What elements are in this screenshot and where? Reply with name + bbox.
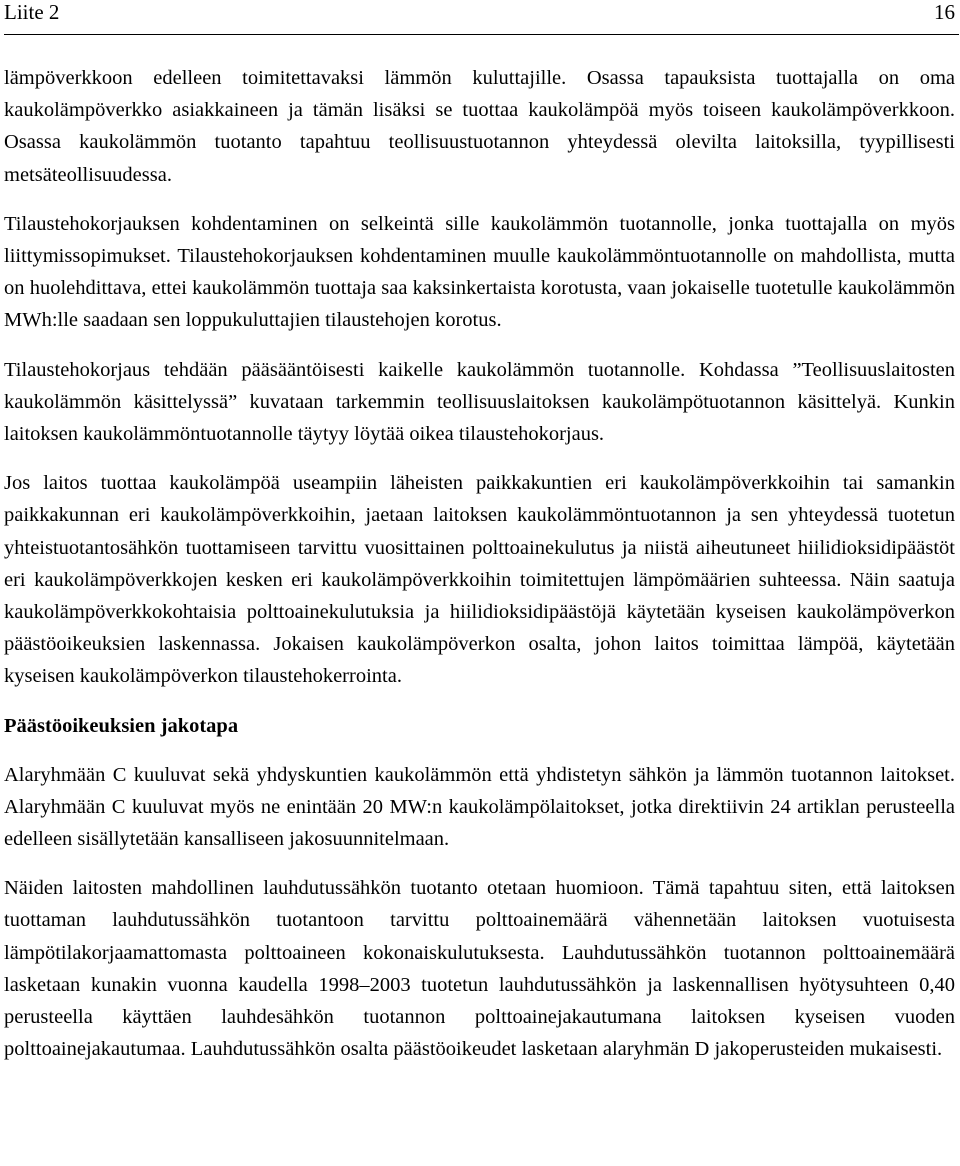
- page-number: 16: [934, 0, 955, 24]
- header-rule: [4, 34, 959, 35]
- paragraph-5: Alaryhmään C kuuluvat sekä yhdyskuntien kaukolämmön että yhdistetyn sähkön ja lämmön tuotannon laitokset. Alaryhmään C kuuluvat myös ne enintään 20 MW:n kaukolämpölaitokset, jotka direktiivin 24 artiklan perusteella edelleen sisällytetään kansalliseen jakosuunnitelmaan.: [4, 763, 955, 851]
- paragraph-6: Näiden laitosten mahdollinen lauhdutussähkön tuotanto otetaan huomioon. Tämä tapahtuu siten, että laitoksen tuottaman lauhdutussähkön tuotantoon tarvittu polttoainemäärä vähennetään laitoksen vuotuisesta lämpötilakorjaamattomasta polttoaineen kokonaiskulutuksesta. Lauhdutussähkön tuotannon polttoainemäärä lasketaan kunakin vuonna kaudella 1998–2003 tuotetun lauhdutussähkön ja laskennallisen hyötysuhteen 0,40 perusteella käyttäen lauhdesähkön tuotannon polttoainejakautumana laitoksen kyseisen vuoden polttoainejakautumaa. Lauhdutussähkön osalta päästöoikeudet lasketaan alaryhmän D jakoperusteiden mukaisesti.: [4, 877, 955, 1061]
- paragraph-1: lämpöverkkoon edelleen toimitettavaksi lämmön kuluttajille. Osassa tapauksista tuottajalla on oma kaukolämpöverkko asiakkaineen ja tämän lisäksi se tuottaa kaukolämpöä myös toiseen kaukolämpöverkkoon. Osassa kaukolämmön tuotanto tapahtuu teollisuustuotannon yhteydessä olevilta laitoksilla, tyypillisesti metsäteollisuudessa.: [4, 67, 955, 186]
- document-page: [4, 0, 955, 1061]
- paragraph-3: Tilaustehokorjaus tehdään pääsääntöisesti kaikelle kaukolämmön tuotannolle. Kohdassa ”Teollisuuslaitosten kaukolämmön käsittelyssä” kuvataan tarkemmin teollisuuslaitoksen kaukolämpötuotannon käsittelyä. Kunkin laitoksen kaukolämmöntuotannolle täytyy löytää oikea tilaustehokorjaus.: [4, 358, 955, 446]
- section-heading: Päästöoikeuksien jakotapa: [4, 714, 239, 737]
- paragraph-4: Jos laitos tuottaa kaukolämpöä useampiin läheisten paikkakuntien eri kaukolämpöverkkoihin tai samankin paikkakunnan eri kaukolämpöverkkoihin, jaetaan laitoksen kaukolämmöntuotannon ja sen yhteydessä tuotetun yhteistuotantosähkön tuottamiseen tarvittu vuosittainen polttoainekulutus ja niistä aiheutuneet hiilidioksidipäästöt eri kaukolämpöverkkojen kesken eri kaukolämpöverkkoihin toimitettujen lämpömäärien suhteessa. Näin saatuja kaukolämpöverkkokohtaisia polttoainekulutuksia ja hiilidioksidipäästöjä käytetään kyseisen kaukolämpöverkon päästöoikeuksien laskennassa. Jokaisen kaukolämpöverkon osalta, johon laitos toimittaa lämpöä, käytetään kyseisen kaukolämpöverkon tilaustehokerrointa.: [4, 472, 955, 688]
- document-body: [4, 62, 955, 1065]
- appendix-label: Liite 2: [4, 0, 60, 24]
- paragraph-2: Tilaustehokorjauksen kohdentaminen on selkeintä sille kaukolämmön tuotannolle, jonka tuottajalla on myös liittymissopimukset. Tilaustehokorjauksen kohdentaminen muulle kaukolämmöntuotannolle on mahdollista, mutta on huolehdittava, ettei kaukolämmön tuottaja saa kaksinkertaista korotusta, vaan jokaiselle tuotetulle kaukolämmön MWh:lle saadaan sen loppukuluttajien tilaustehojen korotus.: [4, 212, 955, 332]
- page-header: [4, 0, 955, 36]
